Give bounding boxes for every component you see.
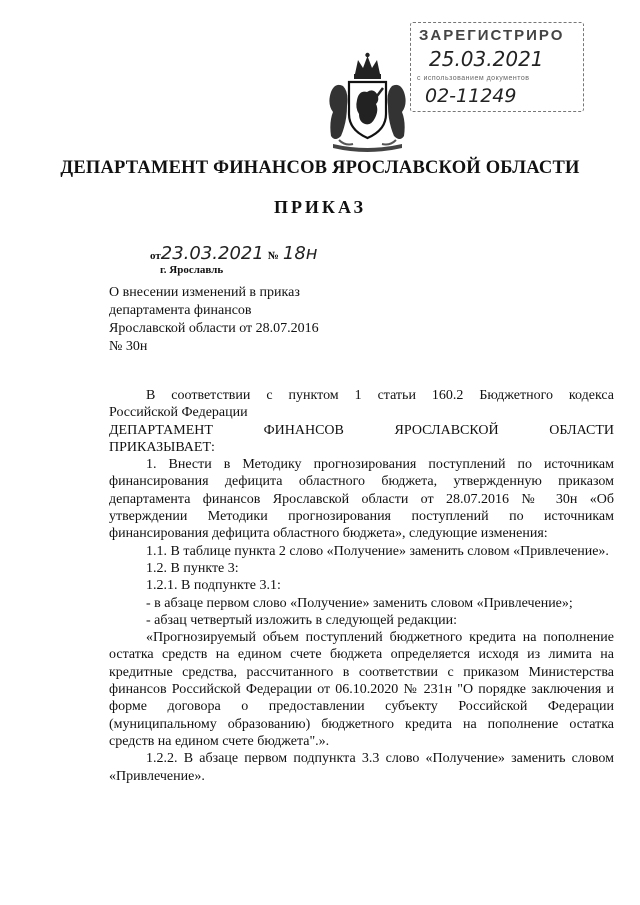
quoted-paragraph: «Прогнозируемый объем поступлений бюджетного кредита на пополнение остатка средств на едином счете бюджета определяется исходя из лимита на кредитные средства, рассчитанного в соответствии с приказом Министерства финансов Российской Федерации от 06.10.2020 № 231н "О порядке заключения и форме договора о предоставлении субъекту Российской Федерации (муниципальному образованию) бюджетного кредита на пополнение остатка средств на едином счете бюджета".». (109, 630, 614, 749)
order-body (109, 387, 614, 785)
item-1-2: 1.2. В пункте 3: (146, 560, 239, 576)
city-label: г. Ярославль (160, 264, 224, 276)
item-1: 1. Внести в Методику прогнозирования поступлений по источникам финансирования дефицита областного бюджета, утвержденную приказом департамента финансов Ярославской области от 28.07.2016 № 30н «Об утверждении Методики прогнозирования поступлений по источникам финансирования дефицита областного бюджета», следующие изменения: (109, 457, 614, 542)
subject-line: О внесении изменений в приказ (109, 285, 300, 300)
stamp-title: ЗАРЕГИСТРИРО (419, 27, 565, 44)
order-subject (109, 284, 319, 356)
number-label: № (267, 250, 279, 262)
item-1-1: 1.1. В таблице пункта 2 слово «Получение» заменить словом «Привлечение». (146, 543, 609, 559)
coat-of-arms-emblem (325, 52, 410, 154)
subject-line: № 30н (109, 339, 148, 354)
preamble-line-end: Российской Федерации (109, 405, 248, 421)
stamp-note: с использованием документов (417, 75, 530, 82)
stamp-number: 02-11249 (425, 85, 517, 107)
handwritten-date: 23.03.2021 (160, 243, 264, 264)
department-title: ДЕПАРТАМЕНТ ФИНАНСОВ ЯРОСЛАВСКОЙ ОБЛАСТИ (60, 158, 580, 178)
item-1-2-2: 1.2.2. В абзаце первом подпункта 3.3 слово «Получение» заменить словом «Привлечение». (109, 751, 614, 784)
preamble-line: В соответствии с пунктом 1 статьи 160.2 Бюджетного кодекса (146, 388, 614, 403)
subject-line: департамента финансов (109, 303, 252, 318)
handwritten-number: 18н (282, 243, 318, 264)
stamp-date: 25.03.2021 (429, 47, 544, 71)
item-1-2-1: 1.2.1. В подпункте 3.1: (146, 578, 281, 594)
document-type-title: ПРИКАЗ (273, 197, 367, 217)
order-date-number (150, 243, 318, 264)
dash-item-1: - в абзаце первом слово «Получение» заменить словом «Привлечение»; (146, 595, 573, 611)
registration-stamp (410, 22, 584, 112)
dash-item-2: - абзац четвертый изложить в следующей редакции: (146, 612, 457, 628)
subject-line: Ярославской области от 28.07.2016 (109, 321, 319, 336)
orders-word: ПРИКАЗЫВАЕТ: (109, 439, 215, 455)
from-label: от (150, 250, 161, 262)
department-orders-line: ДЕПАРТАМЕНТ ФИНАНСОВ ЯРОСЛАВСКОЙ ОБЛАСТИ (109, 422, 614, 438)
